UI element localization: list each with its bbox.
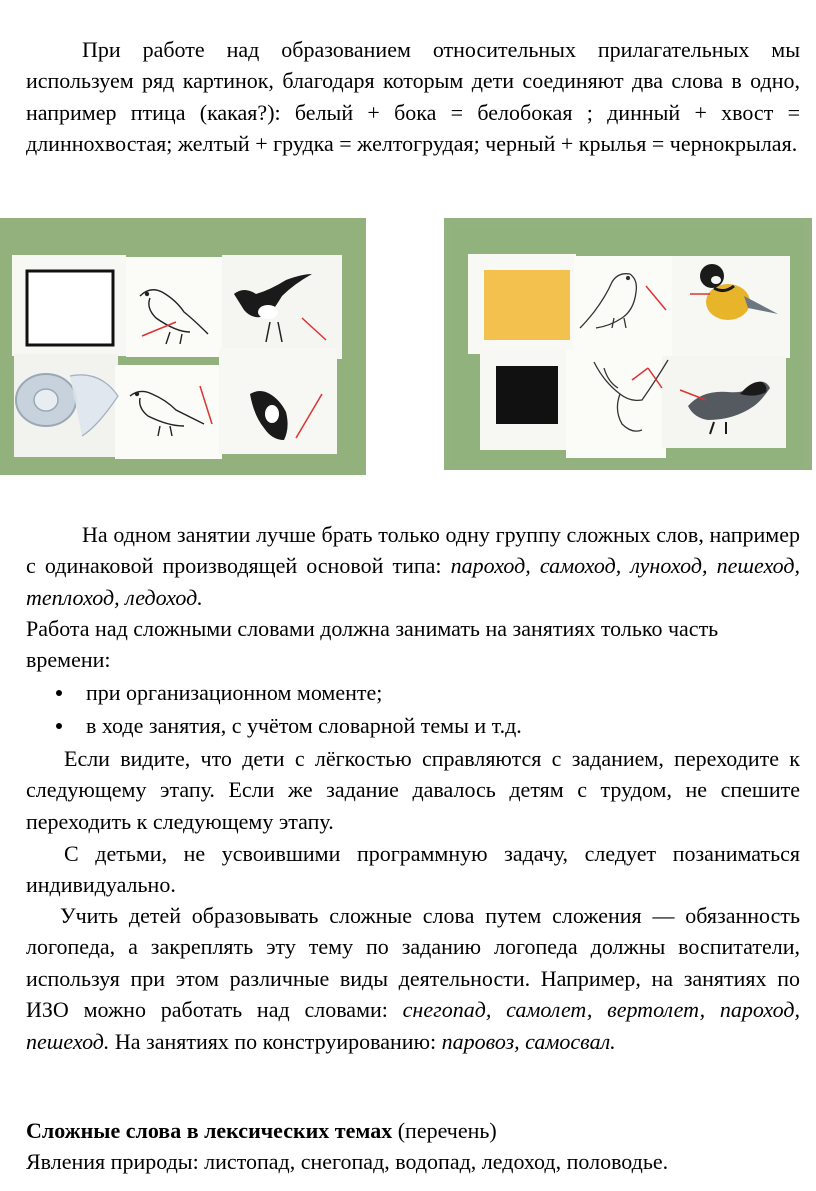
example-words: пароход, самоход, луноход, пешеход, теплоход, ледоход. xyxy=(26,553,800,610)
photo-bird-cards xyxy=(444,218,812,470)
paragraph-next-stage: Если видите, что дети с лёгкостью справляются с заданием, переходите к следующему этапу. Если же задание давалось детям с трудом, не спешите переходить к следующему этапу. xyxy=(26,746,800,834)
bullet-icon xyxy=(56,690,62,696)
bird-cards-illustration xyxy=(444,218,812,470)
section-heading: Сложные слова в лексических темах (перечень) xyxy=(26,1118,497,1143)
list-item: при организационном моменте; xyxy=(26,677,800,708)
bullet-icon xyxy=(56,723,62,729)
bullet-list xyxy=(26,677,800,741)
list-item: в ходе занятия, с учётом словарной темы и т.д. xyxy=(26,710,800,741)
magpie-cards-illustration xyxy=(0,218,366,475)
intro-paragraph: При работе над образованием относительных прилагательных мы используем ряд картинок, благодаря которым дети соединяют два слова в одно, например птица (какая?): белый + бока = белобокая ; динный + хвост = длиннохвостая; желтый + грудка = желтогрудая; черный + крылья = чернокрылая. xyxy=(26,37,800,157)
paragraph-compound-groups xyxy=(26,519,800,613)
nature-phenomena-line: Явления природы: листопад, снегопад, водопад, ледоход, половодье. xyxy=(26,1149,669,1174)
paragraph-individual: С детьми, не усвоившими программную задачу, следует позаниматься индивидуально. xyxy=(26,841,800,898)
photo-magpie-cards xyxy=(0,218,366,475)
paragraph-time: Работа над сложными словами должна занимать на занятиях только часть времени: xyxy=(26,616,719,673)
paragraph-speech-therapist: Учить детей образовывать сложные слова путем сложения — обязанность логопеда, а закреплять эту тему по заданию логопеда должны воспитатели, используя при этом различные виды деятельности. Например, на занятиях по ИЗО можно работать над словами: снегопад, самолет, вертолет, пароход, пешеход. На занятиях по конструированию: паровоз, самосвал. xyxy=(26,903,800,1054)
paragraph-text: На одном занятии лучше брать только одну группу сложных слов, например с одинаковой производящей основой типа: xyxy=(26,522,800,579)
